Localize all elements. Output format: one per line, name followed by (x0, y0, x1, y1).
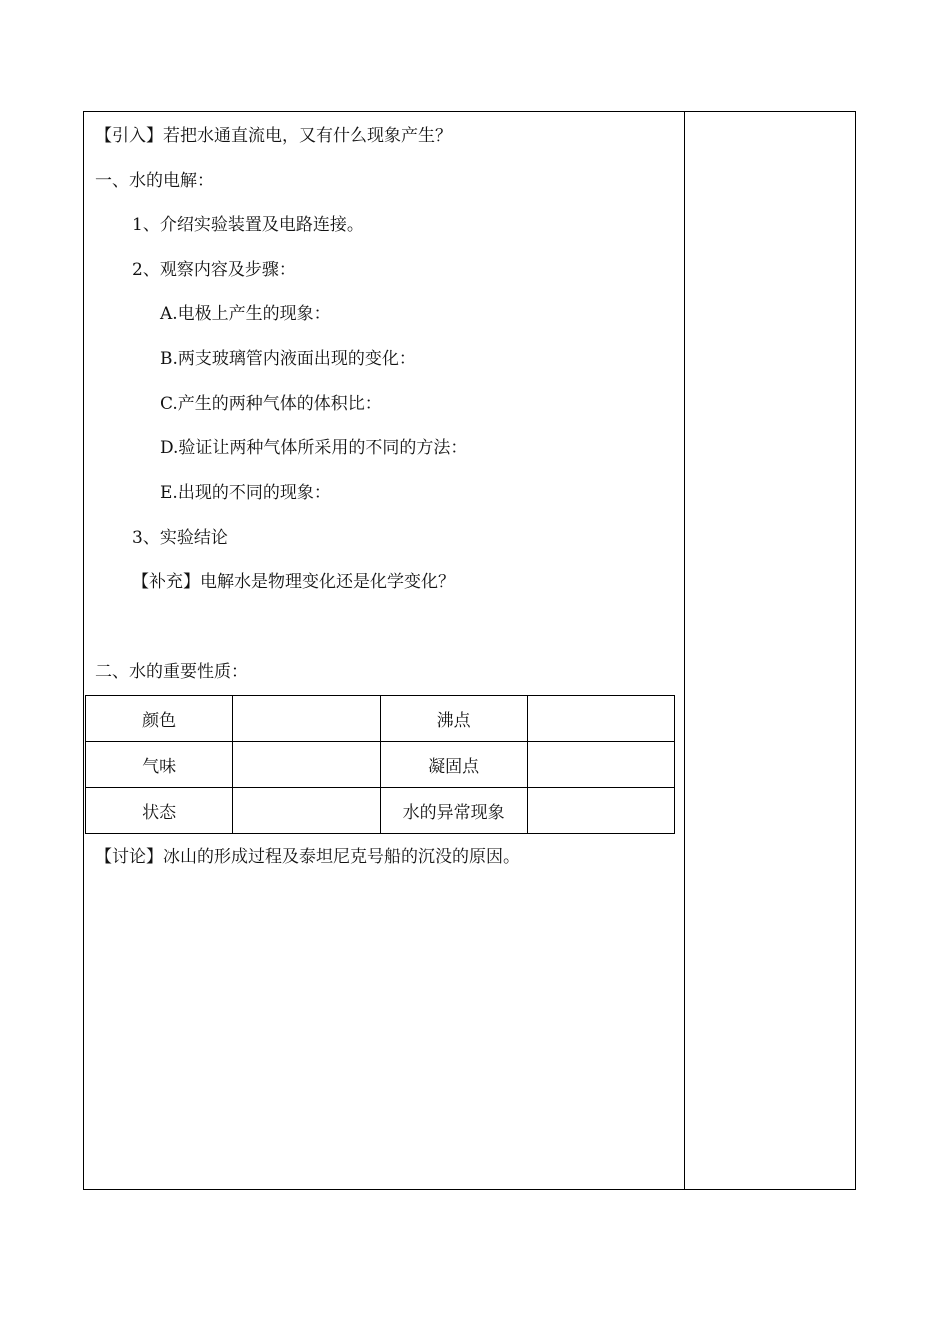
step-a: A.电极上产生的现象： (160, 304, 331, 324)
table-row (86, 788, 675, 834)
table-cell-blank[interactable] (233, 788, 380, 834)
table-cell: 气味 (86, 742, 233, 788)
table-cell-blank[interactable] (233, 742, 380, 788)
table-cell: 颜色 (86, 696, 233, 742)
table-cell: 状态 (86, 788, 233, 834)
table-cell-blank[interactable] (527, 742, 674, 788)
table-cell-blank[interactable] (527, 696, 674, 742)
step-b: B.两支玻璃管内液面出现的变化： (160, 349, 416, 369)
section1-item3: 3、实验结论 (132, 528, 228, 548)
step-c: C.产生的两种气体的体积比： (160, 394, 382, 414)
intro-question: 【引入】若把水通直流电，又有什么现象产生？ (95, 126, 452, 146)
section1-title: 一、水的电解： (95, 171, 214, 191)
supplement-question: 【补充】电解水是物理变化还是化学变化？ (132, 572, 455, 592)
section2-title: 二、水的重要性质： (95, 662, 248, 682)
table-row (86, 696, 675, 742)
discussion-prompt: 【讨论】冰山的形成过程及泰坦尼克号船的沉没的原因。 (95, 847, 520, 867)
table-cell-blank[interactable] (233, 696, 380, 742)
table-cell: 水的异常现象 (380, 788, 527, 834)
column-divider (684, 112, 685, 1189)
section1-item2: 2、观察内容及步骤： (132, 260, 296, 280)
table-cell-blank[interactable] (527, 788, 674, 834)
table-cell: 凝固点 (380, 742, 527, 788)
worksheet-frame (83, 111, 856, 1190)
table-cell: 沸点 (380, 696, 527, 742)
water-properties-table (85, 695, 675, 834)
step-d: D.验证让两种气体所采用的不同的方法： (160, 438, 468, 458)
section1-item1: 1、介绍实验装置及电路连接。 (132, 215, 364, 235)
step-e: E.出现的不同的现象： (160, 483, 331, 503)
table-row (86, 742, 675, 788)
